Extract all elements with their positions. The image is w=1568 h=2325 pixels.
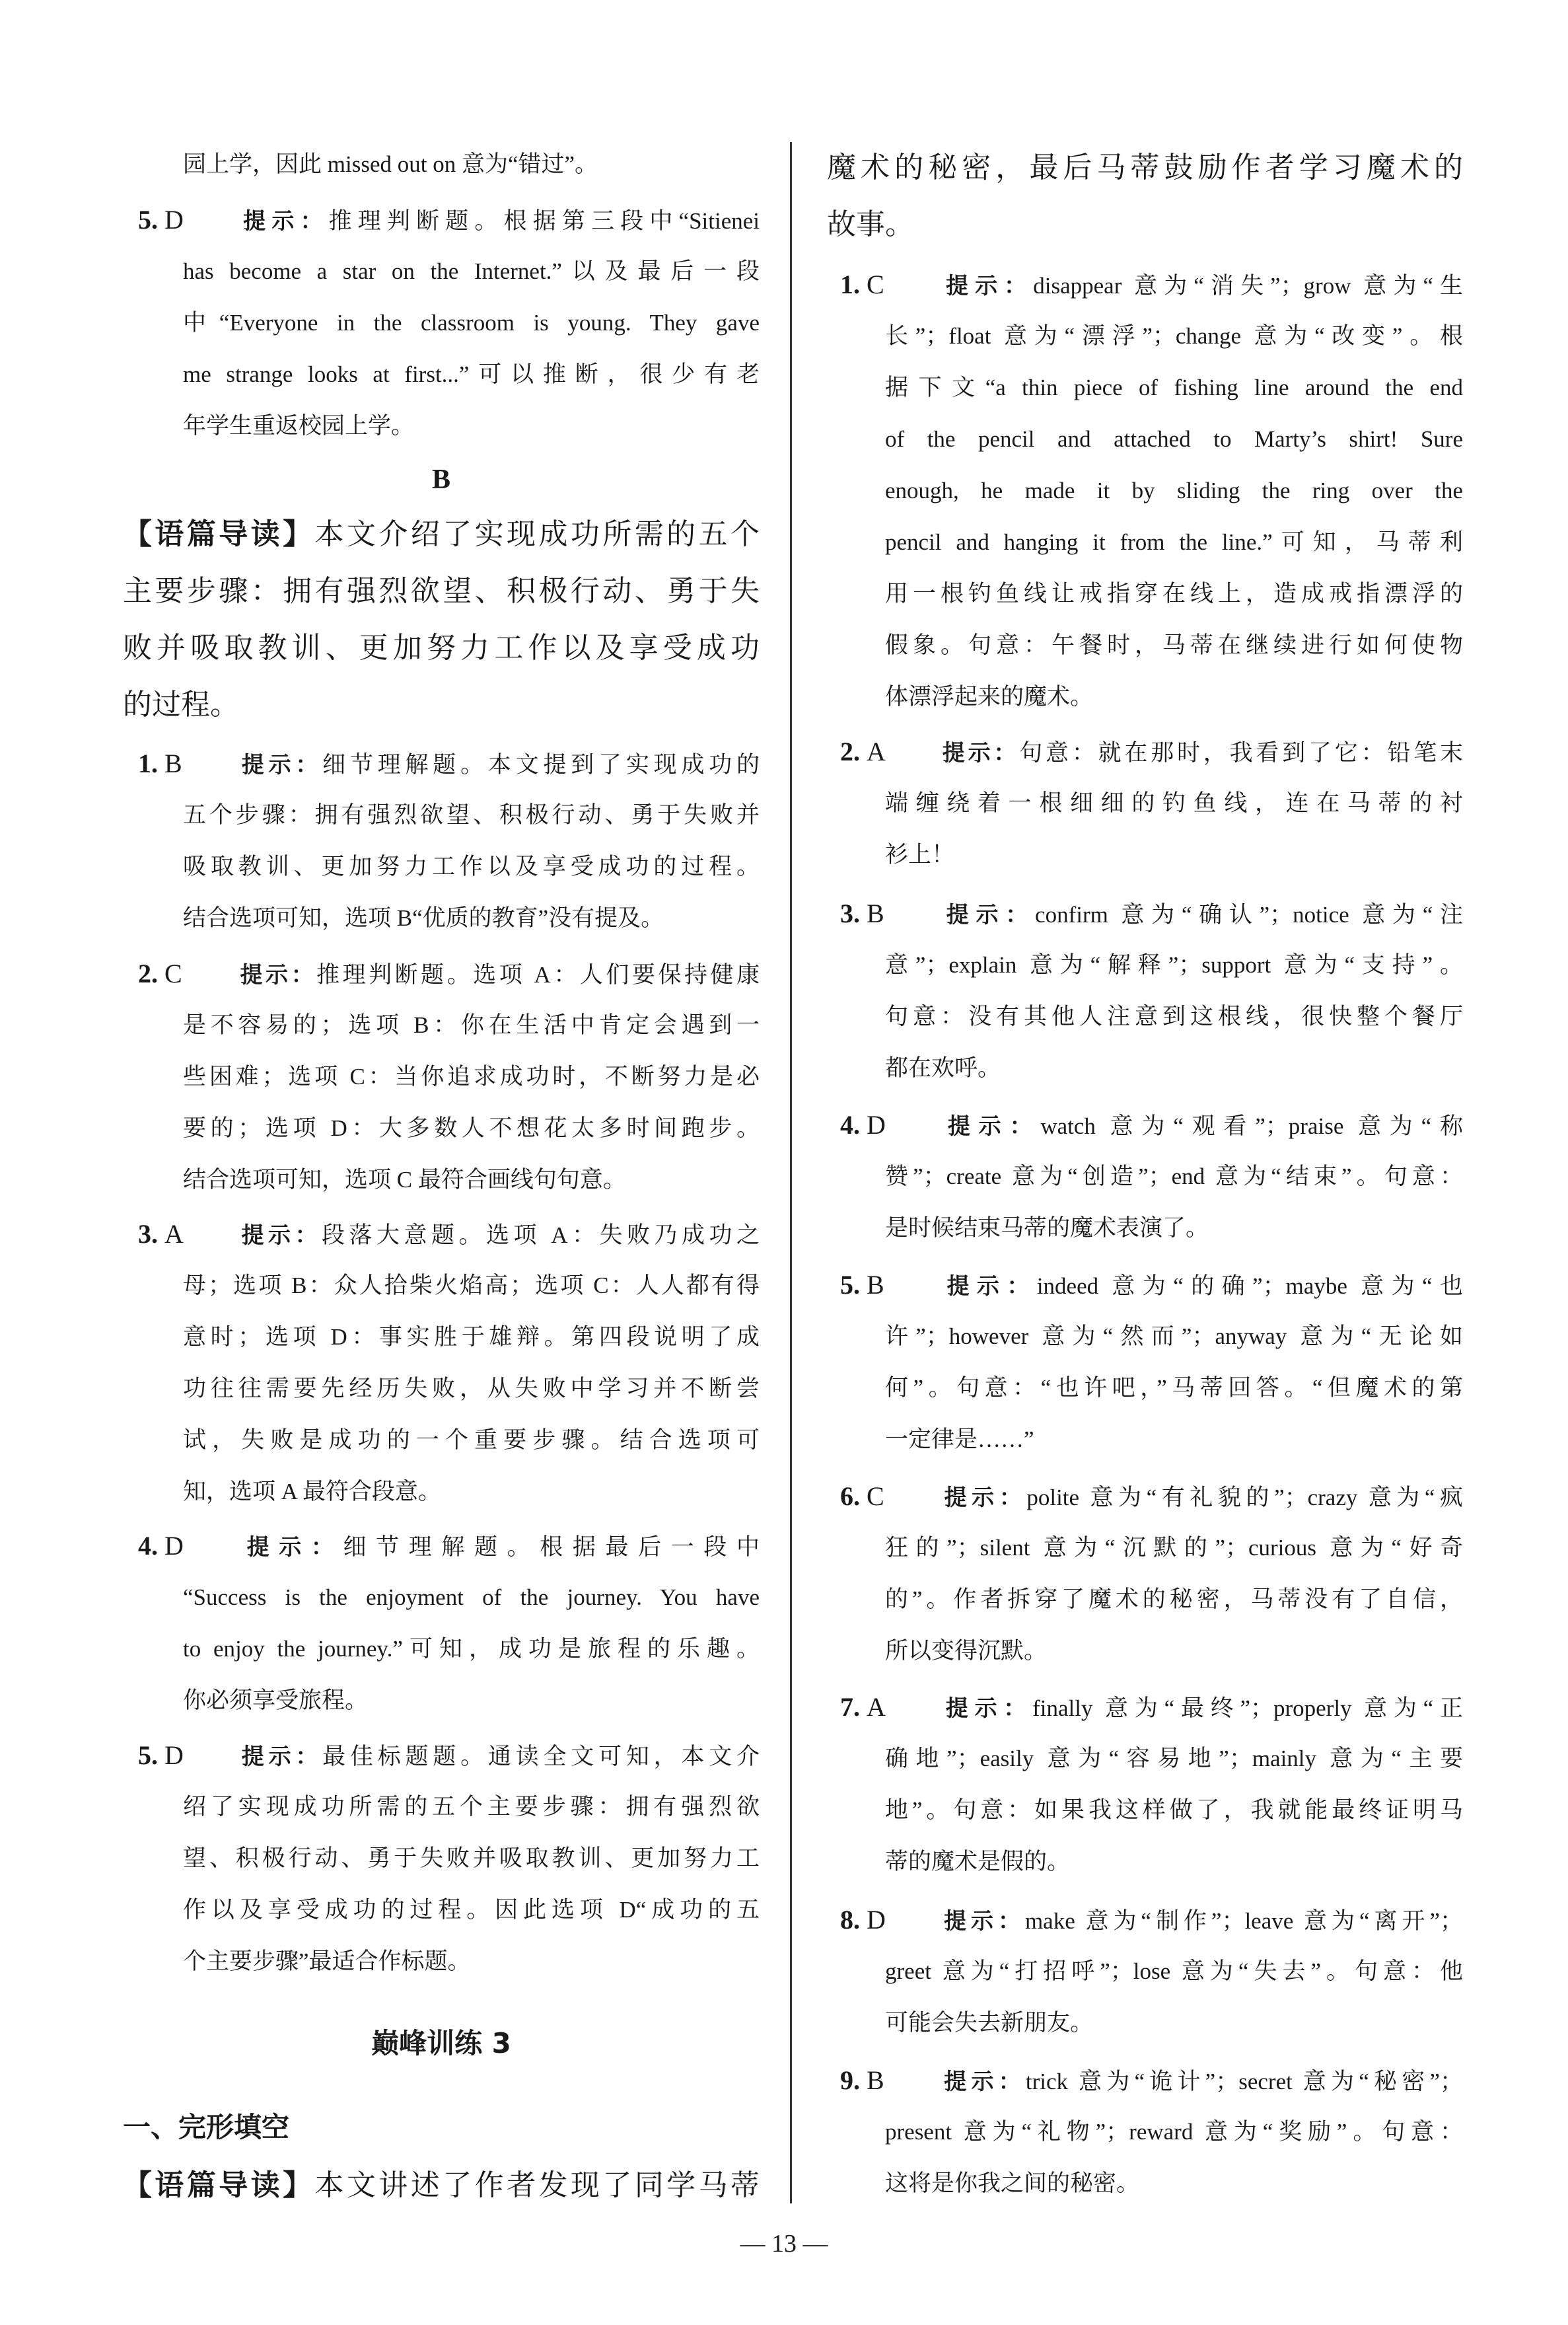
answer-item [138, 738, 760, 944]
text-line [183, 1572, 760, 1623]
text-line [885, 1311, 1463, 1362]
text-line [183, 1415, 760, 1466]
text-line [827, 196, 1463, 253]
line-text: 推理判断题。选项 A：人们要保持健康 [316, 962, 760, 988]
line-text: me strange looks at first...”可以推断，很少有老 [183, 361, 760, 387]
text-line [840, 1681, 1463, 1733]
line-text: 功往往需要先经历失败，从失败中学习并不断尝 [183, 1376, 760, 1401]
hint-label: 提示： [939, 1908, 1025, 1935]
intro-tag: 【语篇导读】 [123, 2168, 315, 2202]
text-line [183, 349, 760, 400]
answer-letter: A [867, 1692, 886, 1722]
line-text: 望、积极行动、勇于失败并吸取教训、更加努力工 [183, 1845, 760, 1871]
text-line [885, 1202, 1463, 1254]
text-line [138, 738, 760, 790]
text-line [183, 1623, 760, 1675]
text-line [183, 841, 760, 893]
text-line [885, 465, 1463, 517]
text-line [885, 1522, 1463, 1574]
hint-label: 提示： [939, 902, 1036, 928]
text-line [123, 677, 760, 733]
line-text: confirm 意为“确认”；notice 意为“注 [1035, 902, 1464, 928]
text-line [138, 194, 760, 246]
hint-label: 提示： [939, 273, 1034, 299]
text-line [123, 620, 760, 677]
line-text: 意”；explain 意为“解释”；support 意为“支持”。 [885, 952, 1463, 978]
line-text: 年学生重返校园上学。 [183, 413, 415, 439]
question-number: 2. [840, 737, 860, 766]
text-line [183, 1675, 760, 1726]
line-text: 用一根钓鱼线让戒指穿在线上，造成戒指漂浮的 [885, 581, 1463, 607]
line-text: of the pencil and attached to Marty’s shirt! Sure [885, 426, 1463, 452]
text-line [885, 829, 1463, 881]
text-line [885, 991, 1463, 1043]
answer-letter: C [164, 959, 182, 988]
answer-item [840, 1894, 1463, 2049]
line-text: 些困难；选项 C：当你追求成功时，不断努力是必 [183, 1064, 760, 1089]
line-text: 本文讲述了作者发现了同学马蒂 [314, 2169, 760, 2201]
text-line [123, 506, 760, 563]
question-number: 8. [840, 1905, 860, 1935]
answer-item [840, 259, 1463, 723]
text-line [183, 1936, 760, 1987]
question-number: 1. [138, 749, 158, 778]
line-text: 衫上！ [885, 842, 955, 867]
text-line [840, 1259, 1463, 1311]
line-text: watch 意为“观看”；praise 意为“称 [1040, 1113, 1463, 1139]
text-line [183, 246, 760, 297]
intro-tag: 【语篇导读】 [123, 517, 315, 551]
text-line [183, 1103, 760, 1154]
text-line [885, 1151, 1463, 1202]
hint-label: 提示： [237, 752, 323, 778]
line-text: 试，失败是成功的一个重要步骤。结合选项可 [183, 1427, 760, 1453]
answer-item [840, 2055, 1463, 2209]
line-text: 推理判断题。根据第三段中“Sitienei [328, 208, 760, 234]
answer-item [138, 194, 760, 452]
line-text: 这将是你我之间的秘密。 [885, 2170, 1140, 2196]
answer-item [840, 888, 1463, 1094]
line-text: 本文介绍了实现成功所需的五个 [314, 518, 760, 550]
line-text: 可能会失去新朋友。 [885, 2010, 1094, 2036]
text-line [840, 259, 1463, 311]
text-line [840, 1099, 1463, 1151]
answer-letter: C [867, 1481, 884, 1511]
line-text: 何”。句意：“也许吧，”马蒂回答。“但魔术的第 [885, 1375, 1463, 1401]
text-line [840, 2055, 1463, 2106]
text-line [183, 1781, 760, 1833]
question-number: 5. [138, 205, 158, 235]
line-text: 结合选项可知，选项 B“优质的教育”没有提及。 [183, 905, 664, 931]
line-text: indeed 意为“的确”；maybe 意为“也 [1036, 1273, 1464, 1299]
line-text: 长”；float 意为“漂浮”；change 意为“改变”。根 [885, 323, 1463, 349]
text-line [885, 671, 1463, 723]
text-line [183, 1154, 760, 1206]
line-text: 体漂浮起来的魔术。 [885, 684, 1094, 710]
line-text: trick 意为“诡计”；secret 意为“秘密”； [1025, 2069, 1463, 2094]
training-title: 巅峰训练 3 [371, 2027, 511, 2059]
hint-label: 提示： [237, 1744, 323, 1770]
hint-label: 提示： [237, 208, 329, 235]
text-line [885, 414, 1463, 465]
line-text: 地”。句意：如果我这样做了，我就能最终证明马 [885, 1797, 1463, 1823]
line-text: 五个步骤：拥有强烈欲望、积极行动、勇于失败并 [183, 802, 760, 828]
text-line [840, 1894, 1463, 1946]
question-number: 9. [840, 2065, 860, 2095]
line-text: 一定律是……” [885, 1426, 1034, 1452]
line-text: 句意：就在那时，我看到了它：铅笔末 [1019, 740, 1463, 766]
answer-letter: B [164, 749, 182, 778]
text-line [885, 362, 1463, 414]
text-line [885, 1733, 1463, 1785]
passage-intro-continued [827, 139, 1463, 253]
question-number: 6. [840, 1481, 860, 1511]
section-title: 一、完形填空 [123, 2111, 290, 2143]
line-text: make 意为“制作”；leave 意为“离开”； [1024, 1908, 1463, 1934]
passage-intro-cloze [123, 2157, 760, 2214]
line-text: 细节理解题。根据最后一段中 [343, 1534, 760, 1560]
text-line [840, 1471, 1463, 1522]
text-line [138, 1208, 760, 1260]
line-text: “Success is the enjoyment of the journey. You have [183, 1584, 760, 1610]
answer-letter: B [867, 899, 884, 928]
passage-intro-b [123, 506, 760, 733]
hint-label: 提示： [237, 1222, 322, 1249]
text-line [840, 888, 1463, 940]
line-text: present 意为“礼物”；reward 意为“奖励”。句意： [885, 2119, 1463, 2145]
text-line [183, 1884, 760, 1936]
text-line [183, 1311, 760, 1363]
answer-letter: D [164, 1740, 184, 1770]
hint-label: 提示： [939, 740, 1020, 766]
line-text: 蒂的魔术是假的。 [885, 1849, 1071, 1874]
text-line [123, 563, 760, 620]
text-line [885, 1785, 1463, 1836]
line-text: 据下文“a thin piece of fishing line around the end [885, 375, 1463, 400]
question-number: 2. [138, 959, 158, 988]
hint-label: 提示： [939, 1113, 1041, 1140]
text-line [885, 1997, 1463, 2049]
text-line [885, 778, 1463, 829]
line-text: 确地”；easily 意为“容易地”；mainly 意为“主要 [885, 1746, 1463, 1771]
text-line [885, 1574, 1463, 1625]
answer-item [138, 1520, 760, 1726]
line-text: 狂的”；silent 意为“沉默的”；curious 意为“好奇 [885, 1535, 1463, 1561]
answer-letter: B [867, 2065, 884, 2095]
answer-item [840, 726, 1463, 881]
text-line [183, 1363, 760, 1415]
text-line [885, 1414, 1463, 1465]
text-line [840, 726, 1463, 778]
text-line [885, 568, 1463, 620]
line-text: 败并吸取教训、更加努力工作以及享受成功 [123, 632, 760, 664]
text-line [885, 517, 1463, 568]
answer-letter: A [867, 737, 886, 766]
text-line [183, 1260, 760, 1311]
line-text: 的过程。 [123, 688, 239, 721]
line-text: 主要步骤：拥有强烈欲望、积极行动、勇于失 [123, 575, 760, 607]
answer-letter: A [164, 1219, 184, 1249]
text-line [138, 1520, 760, 1572]
hint-label: 提示： [939, 1485, 1027, 1511]
text-line [885, 1362, 1463, 1414]
line-text: 结合选项可知，选项 C 最符合画线句句意。 [183, 1167, 626, 1193]
line-text: enough, he made it by sliding the ring over the [885, 478, 1463, 503]
text-line [183, 297, 760, 349]
line-text: 中“Everyone in the classroom is young. They gave [183, 310, 760, 336]
line-text: 的”。作者拆穿了魔术的秘密，马蒂没有了自信， [885, 1586, 1463, 1612]
line-text: has become a star on the Internet.”以及最后一段 [183, 258, 760, 284]
text-line [885, 2106, 1463, 2158]
hint-label: 提示： [237, 1534, 343, 1561]
line-text: 要的；选项 D：大多数人不想花太多时间跑步。 [183, 1115, 760, 1141]
line-text: 你必须享受旅程。 [183, 1687, 369, 1713]
answer-item [840, 1259, 1463, 1465]
question-number: 5. [138, 1740, 158, 1770]
answer-letter: C [867, 270, 884, 299]
text-line [183, 893, 760, 944]
text-line [183, 400, 760, 452]
question-number: 4. [840, 1110, 860, 1140]
line-text: 都在欢呼。 [885, 1055, 1001, 1081]
text-line [183, 1051, 760, 1103]
answer-item [138, 948, 760, 1206]
line-text: 知，选项 A 最符合段意。 [183, 1479, 441, 1504]
line-text: 赞”；create 意为“创造”；end 意为“结束”。句意： [885, 1163, 1463, 1189]
line-text: 是时候结束马蒂的魔术表演了。 [885, 1215, 1209, 1241]
text-line [885, 1836, 1463, 1888]
line-text: 最佳标题题。通读全文可知，本文介 [322, 1744, 760, 1769]
question-number: 7. [840, 1692, 860, 1722]
answer-letter: B [867, 1270, 884, 1300]
answer-letter: D [164, 205, 184, 235]
text-line [183, 1833, 760, 1884]
column-divider [790, 142, 792, 2203]
line-text: 个主要步骤”最适合作标题。 [183, 1948, 471, 1974]
text-line [183, 1466, 760, 1518]
hint-label: 提示： [939, 1695, 1033, 1722]
answer-letter: D [164, 1531, 184, 1561]
text-line [885, 940, 1463, 991]
text-line [885, 1625, 1463, 1677]
line-text: 故事。 [827, 208, 914, 240]
line-text: 作以及享受成功的过程。因此选项 D“成功的五 [183, 1897, 760, 1923]
text-line [885, 1043, 1463, 1094]
page-number: — 13 — [740, 2230, 828, 2258]
line-text: 段落大意题。选项 A：失败乃成功之 [322, 1222, 760, 1248]
line-text: to enjoy the journey.”可知，成功是旅程的乐趣。 [183, 1636, 760, 1662]
line-text: 母；选项 B：众人拾柴火焰高；选项 C：人人都有得 [183, 1273, 760, 1298]
question-number: 3. [840, 899, 860, 928]
line-text: 魔术的秘密，最后马蒂鼓励作者学习魔术的 [827, 151, 1463, 184]
question-number: 4. [138, 1531, 158, 1561]
line-text: 意时；选项 D：事实胜于雄辩。第四段说明了成 [183, 1324, 760, 1350]
text-line [885, 1946, 1463, 1997]
text-line [183, 790, 760, 841]
answer-letter: D [867, 1110, 886, 1140]
line-text: pencil and hanging it from the line.”可知，马蒂利 [885, 529, 1463, 555]
text-line [123, 2157, 760, 2214]
text-line [138, 1730, 760, 1781]
answer-item [138, 1730, 760, 1987]
text-line [827, 139, 1463, 196]
continued-line: 园上学，因此 missed out on 意为“错过”。 [183, 151, 598, 177]
answer-item [840, 1099, 1463, 1254]
answer-item [840, 1471, 1463, 1677]
line-text: 吸取教训、更加努力工作以及享受成功的过程。 [183, 854, 760, 879]
text-line [138, 948, 760, 1000]
text-line [885, 311, 1463, 362]
hint-label: 提示： [939, 1273, 1037, 1300]
line-text: 端缠绕着一根细细的钓鱼线，连在马蒂的衬 [885, 790, 1463, 816]
line-text: 细节理解题。本文提到了实现成功的 [322, 752, 760, 778]
line-text: 是不容易的；选项 B：你在生活中肯定会遇到一 [183, 1012, 760, 1038]
line-text: 许”；however 意为“然而”；anyway 意为“无论如 [885, 1323, 1463, 1349]
line-text: polite 意为“有礼貌的”；crazy 意为“疯 [1026, 1485, 1463, 1510]
line-text: 所以变得沉默。 [885, 1638, 1048, 1664]
question-number: 5. [840, 1270, 860, 1300]
answer-letter: D [867, 1905, 886, 1935]
answer-item [840, 1681, 1463, 1888]
line-text: greet 意为“打招呼”；lose 意为“失去”。句意：他 [885, 1958, 1463, 1984]
section-heading-b: B [431, 464, 450, 495]
hint-label: 提示： [237, 962, 317, 988]
text-line [885, 2158, 1463, 2209]
question-number: 3. [138, 1219, 158, 1249]
line-text: 句意：没有其他人注意到这根线，很快整个餐厅 [885, 1004, 1463, 1029]
line-text: 假象。句意：午餐时，马蒂在继续进行如何使物 [885, 632, 1463, 658]
text-line [885, 620, 1463, 671]
line-text: 绍了实现成功所需的五个主要步骤：拥有强烈欲 [183, 1794, 760, 1820]
answer-item [138, 1208, 760, 1518]
question-number: 1. [840, 270, 860, 299]
text-line [183, 1000, 760, 1051]
line-text: disappear 意为“消失”；grow 意为“生 [1033, 273, 1464, 299]
line-text: finally 意为“最终”；properly 意为“正 [1032, 1695, 1464, 1721]
hint-label: 提示： [939, 2069, 1026, 2095]
